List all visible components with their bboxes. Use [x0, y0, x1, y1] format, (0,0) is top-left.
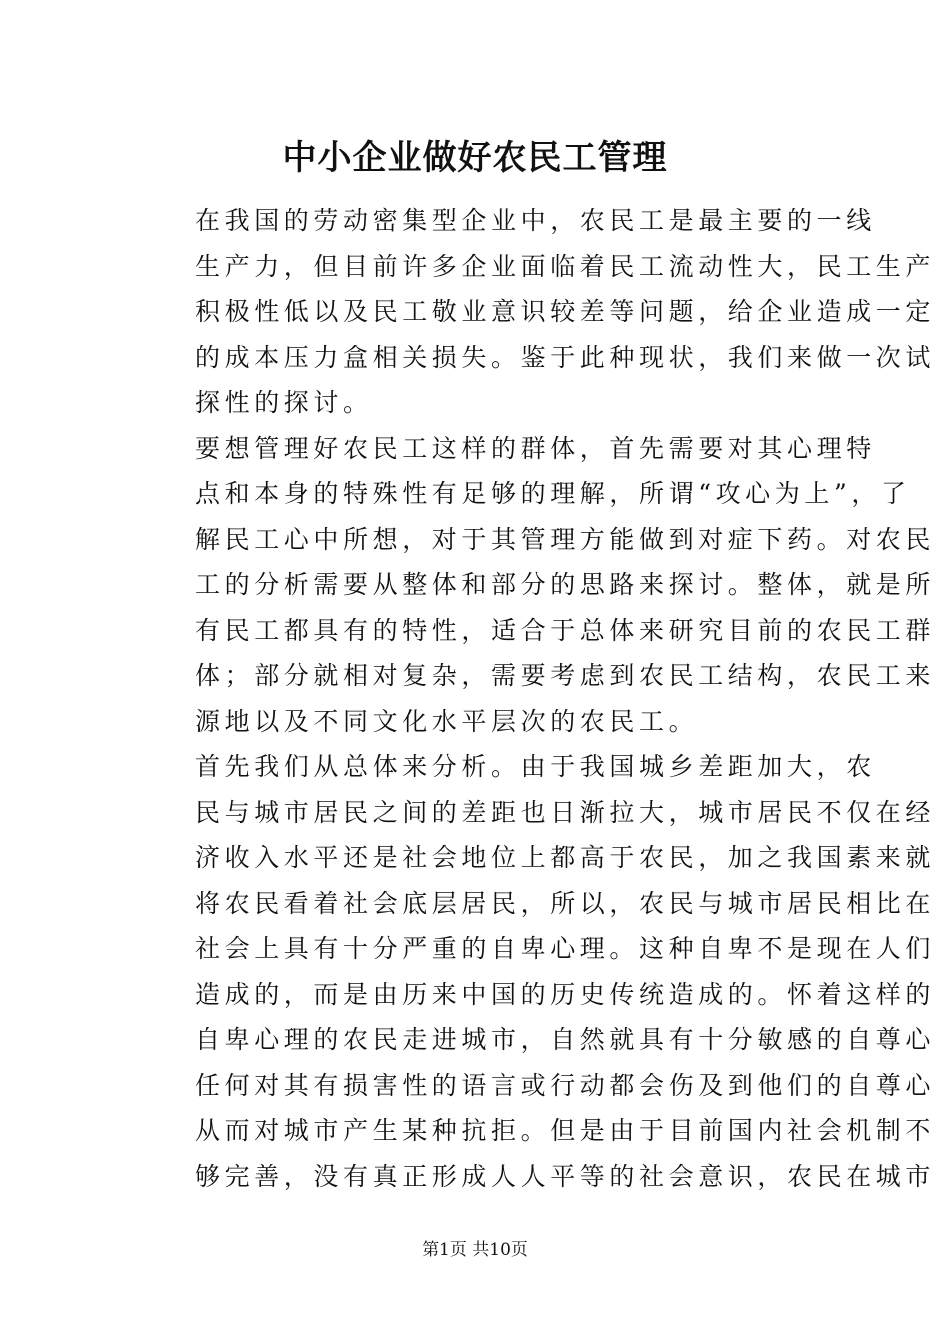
page-number-footer: 第1页 共10页 [422, 1240, 528, 1260]
paragraph-line: 够完善，没有真正形成人人平等的社会意识，农民在城市 [195, 1161, 936, 1191]
paragraph-line: 解民工心中所想，对于其管理方能做到对症下药。对农民 [195, 524, 936, 554]
paragraph-line: 造成的，而是由历来中国的历史传统造成的。怀着这样的 [195, 979, 936, 1009]
paragraph-line: 从而对城市产生某种抗拒。但是由于目前国内社会机制不 [195, 1116, 936, 1145]
paragraph-line: 民与城市居民之间的差距也日渐拉大，城市居民不仅在经 [195, 797, 936, 827]
paragraph-line: 生产力，但目前许多企业面临着民工流动性大，民工生产 [195, 251, 936, 281]
paragraph-line: 在我国的劳动密集型企业中，农民工是最主要的一线 [195, 206, 876, 235]
paragraph-3 [145, 744, 936, 1199]
paragraph-line: 源地以及不同文化水平层次的农民工。 [195, 706, 699, 736]
paragraph-line: 工的分析需要从整体和部分的思路来探讨。整体，就是所 [195, 570, 936, 599]
paragraph-line: 社会上具有十分严重的自卑心理。这种自卑不是现在人们 [195, 934, 936, 963]
paragraph-line: 有民工都具有的特性，适合于总体来研究目前的农民工群 [195, 615, 936, 645]
paragraph-line: 积极性低以及民工敬业意识较差等问题，给企业造成一定 [195, 297, 936, 326]
paragraph-line: 首先我们从总体来分析。由于我国城乡差距加大，农 [195, 752, 876, 781]
document-title: 中小企业做好农民工管理 [282, 138, 668, 178]
paragraph-line: 的成本压力盒相关损失。鉴于此种现状，我们来做一次试 [195, 342, 936, 372]
paragraph-2 [145, 426, 936, 745]
document-body [145, 198, 936, 1199]
paragraph-line: 任何对其有损害性的语言或行动都会伤及到他们的自尊心 [195, 1070, 936, 1100]
paragraph-line: 自卑心理的农民走进城市，自然就具有十分敏感的自尊心 [195, 1025, 936, 1054]
paragraph-line: 济收入水平还是社会地位上都高于农民，加之我国素来就 [195, 843, 936, 872]
paragraph-line: 探性的探讨。 [195, 388, 373, 417]
paragraph-line: 要想管理好农民工这样的群体，首先需要对其心理特 [195, 433, 876, 463]
paragraph-1 [145, 198, 936, 426]
paragraph-line: 体；部分就相对复杂，需要考虑到农民工结构，农民工来 [195, 661, 936, 690]
paragraph-line: 点和本身的特殊性有足够的理解，所谓“攻心为上”，了 [195, 479, 911, 508]
paragraph-line: 将农民看着社会底层居民，所以，农民与城市居民相比在 [195, 888, 936, 918]
